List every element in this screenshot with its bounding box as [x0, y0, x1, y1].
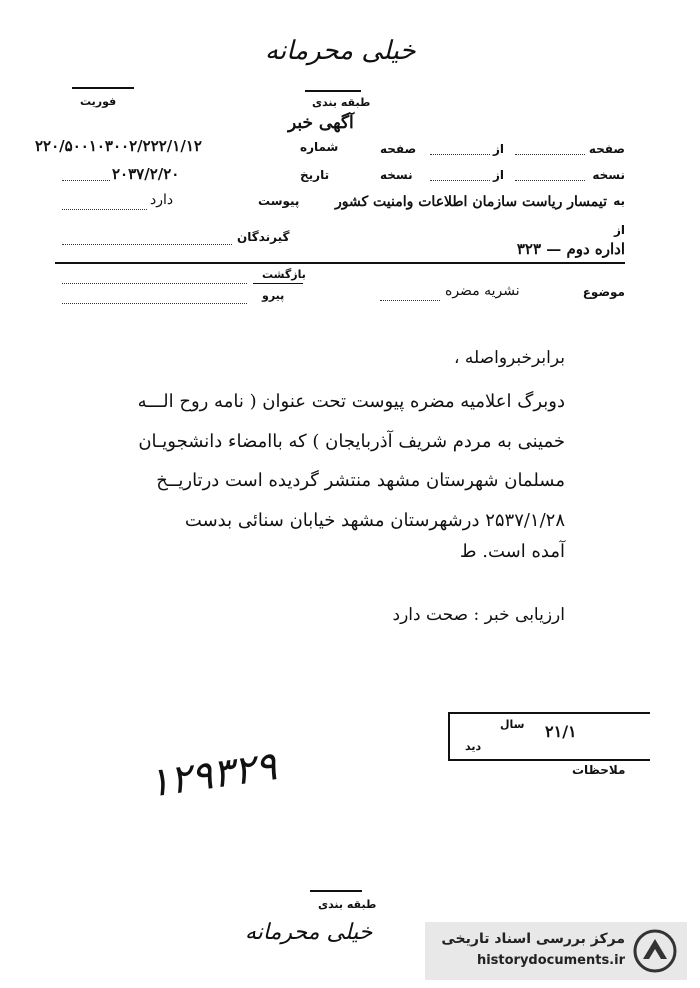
follow-dots	[62, 303, 247, 304]
body-line-3: مسلمان شهرستان مشهد منتشر گردیده است درتاریــخ	[156, 470, 565, 491]
body-line-2: خمینی به مردم شریف آذربایجان ) که باامضاء دانشجویـان	[138, 431, 565, 452]
subject-dots	[380, 300, 440, 301]
copy-dots	[515, 180, 585, 181]
from-row-label: از	[613, 223, 625, 237]
notes-label: ملاحظات	[572, 763, 626, 777]
stamp-text-side: دید	[465, 740, 482, 753]
department: اداره دوم — ۳۲۳	[516, 240, 625, 258]
stamp-text-top: سال	[500, 718, 525, 731]
archive-logo-icon	[633, 929, 677, 973]
stamp-text-mid: ۲۱/۱	[545, 722, 577, 741]
page-dots	[515, 154, 585, 155]
classification-top: خیلی محرمانه	[265, 36, 416, 66]
date-dots	[62, 180, 110, 181]
number-value: ۲۲۰/۵۰۰۱۰۳۰۰۲/۲۲۲/۱/۱۲	[35, 137, 202, 155]
classification-label: طبقه بندی	[312, 96, 371, 109]
registration-stamp	[448, 712, 650, 761]
evaluation: ارزیابی خبر : صحت دارد	[392, 605, 565, 625]
page-of-label: صفحه	[380, 142, 417, 156]
recipients-dots	[62, 244, 232, 245]
return-dots	[62, 283, 247, 284]
handwritten-number: ۱۲۹۳۲۹	[145, 743, 280, 807]
attachment-dots	[62, 209, 147, 210]
attachment-value: دارد	[150, 192, 174, 208]
salutation: برابرخبرواصله ،	[454, 348, 565, 368]
subject-value: نشریه مضره	[445, 283, 520, 299]
footer-classification-value: خیلی محرمانه	[245, 920, 373, 945]
recipients-label: گیرندگان	[237, 230, 290, 244]
copy-from-label: از	[493, 168, 505, 182]
watermark-url: historydocuments.ir	[476, 953, 625, 968]
copy-label: نسخه	[592, 168, 625, 182]
copy-total-dots	[430, 180, 490, 181]
follow-label: پیرو	[262, 289, 285, 302]
classification-rule	[305, 90, 361, 92]
copy-of-label: نسخه	[380, 168, 413, 182]
page-total-dots	[430, 154, 490, 155]
number-label: شماره	[300, 140, 339, 154]
footer-classification-label: طبقه بندی	[318, 898, 377, 911]
page-label: صفحه	[588, 142, 625, 156]
page-from-label: از	[493, 142, 505, 156]
watermark-org-name: مرکز بررسی اسناد تاریخی	[441, 931, 625, 947]
urgency-rule	[72, 87, 134, 89]
header-divider	[55, 262, 625, 264]
body-line-4: ۲۵۳۷/۱/۲۸ درشهرستان مشهد خیابان سنائی بدست	[184, 510, 565, 531]
subject-label: موضوع	[582, 285, 625, 299]
return-label: بازگشت	[262, 268, 306, 281]
watermark	[425, 922, 687, 980]
attachment-label: پیوست	[258, 194, 300, 208]
body-line-5: آمده است. ط	[459, 541, 565, 562]
date-label: تاریخ	[300, 168, 330, 182]
return-rule	[253, 283, 303, 284]
to-value: تیمسار ریاست سازمان اطلاعات وامنیت کشور	[335, 194, 607, 210]
body-line-1: دوبرگ اعلامیه مضره پیوست تحت عنوان ( نامه روح الـــه	[137, 391, 565, 412]
to-label: به	[613, 194, 625, 208]
urgency-label: فوریت	[80, 95, 117, 108]
classification-stamp: آگهی خبر	[288, 113, 354, 133]
date-value: ۲۰۳۷/۲/۲۰	[112, 165, 180, 183]
footer-rule	[310, 890, 362, 892]
